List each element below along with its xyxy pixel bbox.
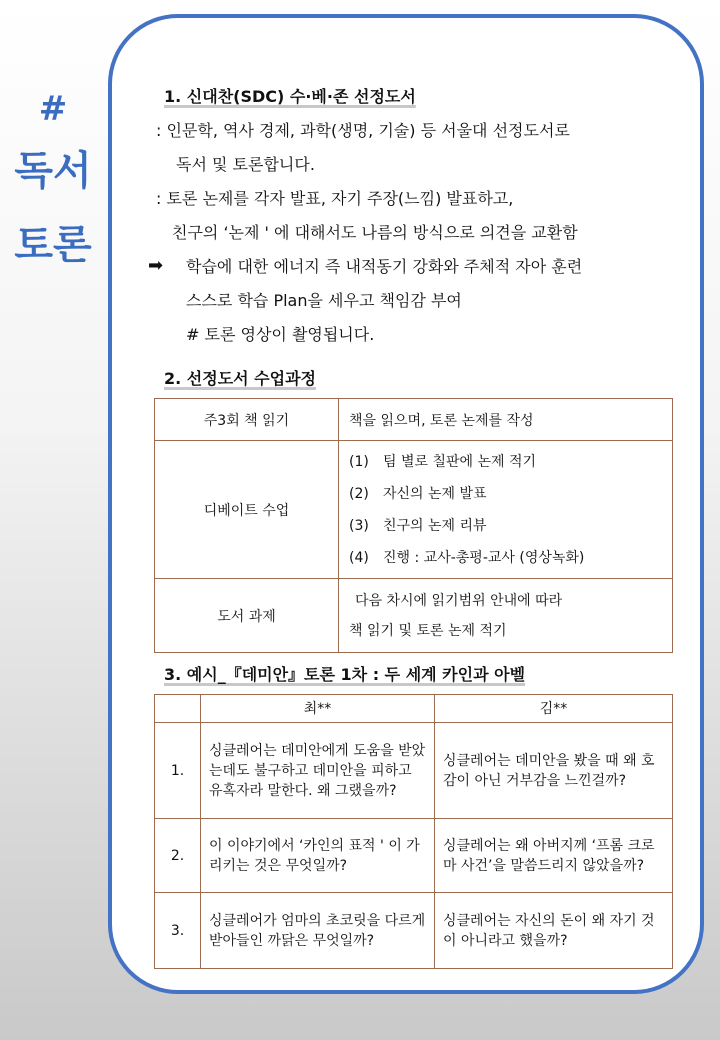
- section1-line-5: 학습에 대한 에너지 즉 내적동기 강화와 주체적 자아 훈련: [186, 257, 583, 276]
- list-item: (4) 진행 : 교사-총평-교사 (영상녹화): [349, 549, 585, 566]
- list-item: (3) 친구의 논제 리뷰: [349, 517, 487, 534]
- section1-line-7: # 토론 영상이 촬영됩니다.: [186, 325, 375, 344]
- content-card: [108, 14, 704, 994]
- section3-title: 3. 예시_『데미안』토론 1차 : 두 세계 카인과 아벨: [164, 665, 526, 684]
- row-number: 3.: [155, 893, 201, 969]
- table-row: [155, 893, 673, 969]
- header-empty: [155, 695, 201, 723]
- section2-title: 2. 선정도서 수업과정: [164, 369, 316, 388]
- side-title: [0, 84, 106, 282]
- question-b: 싱클레어는 자신의 돈이 왜 자기 것이 아니라고 했을까?: [435, 893, 673, 969]
- table-row: [155, 579, 673, 653]
- question-a: 싱클레어는 데미안에게 도움을 받았는데도 불구하고 데미안을 피하고 유혹자라 말한다. 왜 그랬을까?: [201, 723, 435, 819]
- table-row: [155, 399, 673, 441]
- right-arrow-icon: ➡: [148, 255, 164, 276]
- row-number: 1.: [155, 723, 201, 819]
- row-text: 책을 읽으며, 토론 논제를 작성: [339, 399, 673, 441]
- table-row: [155, 819, 673, 893]
- header-student-b: 김**: [435, 695, 673, 723]
- example-table: [154, 694, 673, 969]
- row-number: 2.: [155, 819, 201, 893]
- side-hash: #: [38, 89, 68, 129]
- list-item: (2) 자신의 논제 발표: [349, 485, 487, 502]
- header-student-a: 최**: [201, 695, 435, 723]
- table-row: [155, 723, 673, 819]
- question-b: 싱클레어는 왜 아버지께 ‘프롬 크로마 사건’을 말씀드리지 않았을까?: [435, 819, 673, 893]
- question-a: 싱클레어가 엄마의 초코릿을 다르게 받아들인 까닭은 무엇일까?: [201, 893, 435, 969]
- question-b: 싱클레어는 데미안을 봤을 때 왜 호감이 아닌 거부감을 느낀걸까?: [435, 723, 673, 819]
- section1-line-6: 스스로 학습 Plan을 세우고 책임감 부여: [186, 291, 462, 310]
- section1-line-3: : 토론 논제를 각자 발표, 자기 주장(느낌) 발표하고,: [156, 189, 514, 208]
- course-table: [154, 398, 673, 653]
- section1-title: 1. 신대찬(SDC) 수·베·존 선정도서: [164, 87, 416, 106]
- section1-line-2: 독서 및 토론합니다.: [176, 155, 315, 174]
- row-text: [339, 579, 673, 653]
- section1-line-4: 친구의 ‘논제 ' 에 대해서도 나름의 방식으로 의견을 교환함: [172, 223, 578, 242]
- row-label: 디베이트 수업: [155, 441, 339, 579]
- row-text-line-1: 다음 차시에 읽기범위 안내에 따라: [355, 592, 563, 609]
- row-label: 주3회 책 읽기: [155, 399, 339, 441]
- row-text-line-2: 책 읽기 및 토론 논제 적기: [349, 622, 507, 639]
- question-a: 이 이야기에서 ‘카인의 표적 ' 이 가리키는 것은 무엇일까?: [201, 819, 435, 893]
- debate-steps: [339, 441, 673, 579]
- side-word-debate: 토론: [14, 222, 92, 268]
- table-row: [155, 441, 673, 579]
- table-header: [155, 695, 673, 723]
- list-item: (1) 팀 별로 칠판에 논제 적기: [349, 453, 537, 470]
- row-label: 도서 과제: [155, 579, 339, 653]
- section1-line-1: : 인문학, 역사 경제, 과학(생명, 기술) 등 서울대 선정도서로: [156, 121, 570, 140]
- side-word-reading: 독서: [14, 148, 92, 194]
